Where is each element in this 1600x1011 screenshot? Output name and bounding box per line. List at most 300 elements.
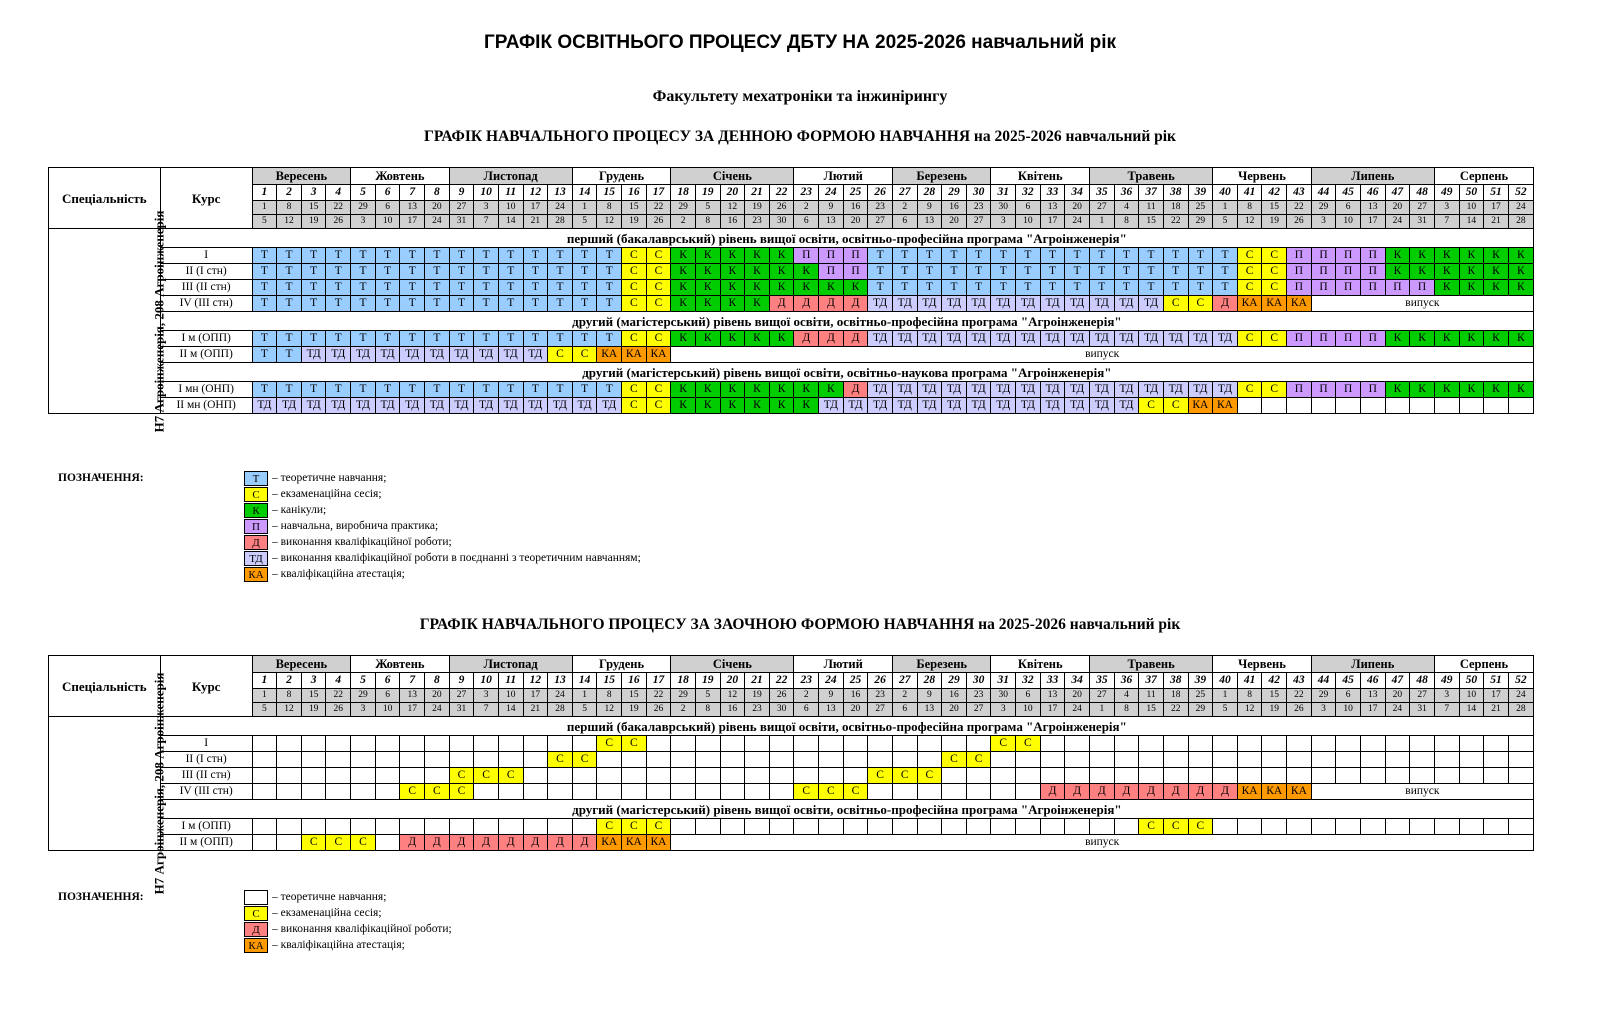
schedule-cell: ТД [1139,296,1164,312]
week-start-date: 1 [252,201,277,215]
week-end-date: 20 [942,215,967,229]
week-start-date: 10 [1459,689,1484,703]
schedule-cell: Т [572,248,597,264]
legend-swatch [244,890,268,905]
schedule-cell: С [646,296,671,312]
schedule-cell [622,768,647,784]
schedule-cell [252,784,277,800]
schedule-cell [819,819,844,835]
schedule-cell [301,752,326,768]
schedule-cell: С [351,835,376,851]
schedule-cell [1163,736,1188,752]
schedule-cell: Д [548,835,573,851]
schedule-cell: Т [523,382,548,398]
schedule-cell: КА [1262,296,1287,312]
week-start-date: 2 [892,689,917,703]
week-start-date: 25 [1188,689,1213,703]
schedule-cell: КА [646,835,671,851]
schedule-cell: Т [400,382,425,398]
week-end-date: 19 [1262,703,1287,717]
week-start-date: 6 [1336,201,1361,215]
course-label: І мн (ОНП) [160,382,252,398]
week-start-date: 22 [646,689,671,703]
week-end-date: 6 [794,703,819,717]
week-start-date: 17 [523,201,548,215]
schedule-cell: С [917,768,942,784]
schedule-cell [966,819,991,835]
schedule-cell: К [819,280,844,296]
week-number: 19 [695,673,720,689]
week-number: 14 [572,673,597,689]
schedule-cell: К [1484,248,1509,264]
schedule-cell [1065,768,1090,784]
week-end-date: 20 [843,703,868,717]
schedule-cell: К [745,382,770,398]
schedule-cell: Т [375,382,400,398]
week-number: 17 [646,185,671,201]
schedule-cell [1459,768,1484,784]
schedule-cell: Т [548,382,573,398]
week-number: 13 [548,185,573,201]
legend-swatch: КА [244,938,268,953]
schedule-cell: ТД [942,382,967,398]
course-label: ІІІ (ІІ стн) [160,280,252,296]
week-end-date: 3 [1311,703,1336,717]
week-end-date: 7 [474,703,499,717]
schedule-cell: ТД [375,347,400,363]
schedule-cell: ТД [1016,296,1041,312]
schedule-cell: К [1484,331,1509,347]
schedule-cell: К [1508,331,1533,347]
schedule-cell: Т [326,296,351,312]
schedule-cell: К [794,280,819,296]
week-number: 5 [351,185,376,201]
schedule-cell: Т [351,296,376,312]
schedule-cell: ТД [942,331,967,347]
week-end-date: 15 [1139,703,1164,717]
schedule-cell: С [1188,819,1213,835]
schedule-cell: ТД [498,347,523,363]
specialty-header: Спеціальність [49,656,161,717]
week-start-date: 8 [597,201,622,215]
schedule-cell: К [720,280,745,296]
schedule-cell: Т [474,382,499,398]
specialty-header: Спеціальність [49,168,161,229]
schedule-cell: КА [1237,784,1262,800]
week-start-date: 20 [1385,201,1410,215]
schedule-cell: К [1434,264,1459,280]
schedule-cell [1065,736,1090,752]
schedule-cell [671,768,696,784]
schedule-cell: Т [301,382,326,398]
week-number: 49 [1434,673,1459,689]
week-end-date: 27 [868,215,893,229]
schedule-cell [966,784,991,800]
schedule-cell: ТД [1065,398,1090,414]
schedule-cell: Т [1163,248,1188,264]
schedule-cell: Д [572,835,597,851]
schedule-cell: Т [1163,280,1188,296]
schedule-cell: ТД [498,398,523,414]
schedule-cell [1090,768,1115,784]
schedule-cell: Т [572,331,597,347]
week-end-date: 24 [1385,703,1410,717]
schedule-cell: Т [449,331,474,347]
week-end-date: 14 [498,215,523,229]
week-end-date: 28 [548,703,573,717]
schedule-cell [1213,752,1238,768]
schedule-cell [1262,736,1287,752]
schedule-cell: Т [400,280,425,296]
schedule-cell [917,819,942,835]
schedule-cell: С [622,296,647,312]
schedule-cell [720,736,745,752]
week-number: 47 [1385,185,1410,201]
schedule-cell: Д [1040,784,1065,800]
schedule-cell: Т [252,248,277,264]
schedule-cell: Т [301,264,326,280]
schedule-cell [1410,768,1435,784]
legend2-label: ПОЗНАЧЕННЯ: [58,891,144,903]
schedule-cell [474,819,499,835]
schedule-cell: К [1385,382,1410,398]
schedule-cell [794,736,819,752]
schedule-cell: Т [1065,280,1090,296]
week-start-date: 16 [942,689,967,703]
schedule-cell: С [991,736,1016,752]
schedule-cell [277,835,302,851]
legend-item [244,486,641,502]
schedule-cell [375,768,400,784]
schedule-cell: К [1459,280,1484,296]
schedule-cell: Т [498,248,523,264]
schedule-cell: Т [252,331,277,347]
week-end-date: 21 [1484,703,1509,717]
schedule-cell: Т [301,331,326,347]
schedule-cell: Т [572,280,597,296]
schedule-cell: Т [425,382,450,398]
schedule-cell: Д [449,835,474,851]
schedule-cell: Д [1163,784,1188,800]
schedule-cell: Д [1090,784,1115,800]
week-end-date: 17 [400,703,425,717]
week-end-date: 26 [326,215,351,229]
schedule-cell [375,736,400,752]
schedule-cell: С [1262,382,1287,398]
schedule-cell [277,736,302,752]
schedule-cell: ТД [1163,331,1188,347]
schedule-cell [572,736,597,752]
legend-item [244,889,452,905]
schedule-cell [1040,752,1065,768]
schedule-cell [375,752,400,768]
schedule-cell: С [1016,736,1041,752]
month-header: Серпень [1434,168,1533,185]
schedule-cell: Т [326,280,351,296]
legend-item [244,937,452,953]
week-number: 11 [498,185,523,201]
week-start-date: 9 [917,689,942,703]
week-number: 29 [942,185,967,201]
week-end-date: 10 [1016,703,1041,717]
week-start-date: 13 [400,689,425,703]
week-number: 9 [449,673,474,689]
schedule-cell [400,819,425,835]
schedule-cell: ТД [1114,331,1139,347]
legend-description: – екзаменаційна сесія; [272,488,382,500]
schedule-cell: К [671,331,696,347]
week-start-date: 13 [1040,689,1065,703]
daytime-heading: ГРАФІК НАВЧАЛЬНОГО ПРОЦЕСУ ЗА ДЕННОЮ ФОРМОЮ НАВЧАННЯ на 2025-2026 навчальний рік [423,128,1176,145]
schedule-cell [892,736,917,752]
schedule-cell [1287,398,1312,414]
month-header: Вересень [252,168,351,185]
week-start-date: 11 [1139,201,1164,215]
schedule-cell [425,819,450,835]
schedule-cell [498,736,523,752]
schedule-cell [326,819,351,835]
schedule-cell: Т [868,264,893,280]
week-start-date: 23 [966,689,991,703]
schedule-cell [769,736,794,752]
week-end-date: 5 [1213,215,1238,229]
schedule-cell [1360,752,1385,768]
schedule-cell [1139,736,1164,752]
week-end-date: 21 [523,703,548,717]
schedule-cell: П [1360,248,1385,264]
schedule-cell [1336,736,1361,752]
schedule-cell [942,819,967,835]
schedule-cell [1434,398,1459,414]
week-end-date: 17 [1040,215,1065,229]
schedule-cell: КА [1188,398,1213,414]
schedule-cell [326,736,351,752]
week-end-date: 3 [1311,215,1336,229]
month-header: Листопад [449,168,572,185]
schedule-cell: Т [917,264,942,280]
week-end-date: 8 [695,215,720,229]
schedule-cell [548,736,573,752]
week-end-date: 27 [966,703,991,717]
schedule-cell: К [794,382,819,398]
schedule-cell: К [1385,248,1410,264]
schedule-cell: ТД [474,398,499,414]
schedule-cell: ТД [966,382,991,398]
schedule-cell: К [671,280,696,296]
schedule-cell [1385,398,1410,414]
week-end-date: 14 [1459,215,1484,229]
week-number: 15 [597,673,622,689]
schedule-cell: ТД [523,347,548,363]
schedule-cell [1385,819,1410,835]
schedule-cell: Т [351,331,376,347]
week-end-date: 15 [1139,215,1164,229]
schedule-cell: Д [843,331,868,347]
schedule-cell: ТД [819,398,844,414]
schedule-cell: П [1287,331,1312,347]
schedule-cell [892,784,917,800]
schedule-cell [745,768,770,784]
schedule-cell: С [794,784,819,800]
schedule-cell [498,784,523,800]
schedule-cell: КА [622,835,647,851]
schedule-cell: Т [449,264,474,280]
schedule-cell: Т [892,264,917,280]
schedule-cell [1114,752,1139,768]
week-start-date: 16 [942,201,967,215]
schedule-cell: К [1434,382,1459,398]
legend1 [244,470,641,582]
schedule-cell: К [671,382,696,398]
schedule-cell: Т [523,331,548,347]
schedule-cell: К [1484,264,1509,280]
week-start-date: 20 [1385,689,1410,703]
week-end-date: 24 [1065,703,1090,717]
week-number: 1 [252,185,277,201]
schedule-cell: ТД [548,398,573,414]
schedule-cell [523,768,548,784]
week-number: 3 [301,185,326,201]
schedule-cell: Т [301,248,326,264]
schedule-cell: С [646,331,671,347]
schedule-cell [326,784,351,800]
week-end-date: 28 [548,215,573,229]
week-start-date: 26 [769,689,794,703]
week-number: 48 [1410,185,1435,201]
schedule-cell [1040,768,1065,784]
schedule-cell: ТД [1090,296,1115,312]
schedule-cell: С [1262,331,1287,347]
schedule-cell [1484,819,1509,835]
schedule-cell: Т [1016,264,1041,280]
schedule-cell [1311,752,1336,768]
schedule-cell [794,768,819,784]
schedule-cell: П [1311,264,1336,280]
schedule-cell [868,752,893,768]
week-start-date: 6 [375,689,400,703]
schedule-cell: К [1434,280,1459,296]
schedule-cell: Т [498,296,523,312]
week-end-date: 3 [351,703,376,717]
schedule-cell: Т [375,296,400,312]
week-start-date: 29 [1311,201,1336,215]
schedule-cell: ТД [917,382,942,398]
week-end-date: 3 [991,215,1016,229]
schedule-cell [1508,736,1533,752]
schedule-cell: С [1262,280,1287,296]
schedule-cell: Т [1213,264,1238,280]
week-end-date: 10 [1336,703,1361,717]
schedule-cell: ТД [400,398,425,414]
course-label: ІІ м (ОПП) [160,835,252,851]
schedule-cell: С [942,752,967,768]
week-number: 46 [1360,673,1385,689]
week-end-date: 12 [1237,703,1262,717]
legend1-label: ПОЗНАЧЕННЯ: [58,472,144,484]
schedule-cell: С [597,819,622,835]
schedule-cell [1262,819,1287,835]
schedule-cell [966,736,991,752]
schedule-cell [351,736,376,752]
schedule-cell: С [474,768,499,784]
legend-description: – навчальна, виробнича практика; [272,520,439,532]
schedule-cell [1459,752,1484,768]
week-start-date: 27 [1090,201,1115,215]
schedule-cell [597,784,622,800]
schedule-cell: ТД [1090,331,1115,347]
schedule-cell [1016,784,1041,800]
schedule-cell: Т [400,296,425,312]
schedule-cell [1434,819,1459,835]
schedule-cell: Т [942,248,967,264]
week-start-date: 3 [1434,689,1459,703]
week-number: 20 [720,185,745,201]
schedule-cell: П [843,264,868,280]
schedule-cell: Т [1090,248,1115,264]
schedule-cell: ТД [301,347,326,363]
schedule-cell: С [400,784,425,800]
schedule-cell: С [622,398,647,414]
schedule-cell: Т [1139,280,1164,296]
week-start-date: 1 [572,689,597,703]
week-end-date: 27 [868,703,893,717]
schedule-cell [1065,752,1090,768]
graduation-cell: випуск [1311,784,1533,800]
schedule-cell: Т [326,248,351,264]
schedule-cell: С [646,382,671,398]
schedule-cell: С [498,768,523,784]
schedule-cell [1434,768,1459,784]
schedule-cell [1385,736,1410,752]
schedule-cell: К [843,280,868,296]
schedule-cell: Т [425,331,450,347]
legend-description: – виконання кваліфікаційної роботи; [272,536,452,548]
schedule-cell: П [1336,331,1361,347]
week-end-date: 7 [1434,215,1459,229]
schedule-cell: ТД [966,296,991,312]
week-start-date: 5 [695,689,720,703]
schedule-cell [252,752,277,768]
week-end-date: 24 [425,215,450,229]
schedule-cell: ТД [1016,398,1041,414]
week-number: 21 [745,673,770,689]
week-start-date: 26 [769,201,794,215]
schedule-cell: Д [1213,784,1238,800]
week-end-date: 17 [400,215,425,229]
week-start-date: 27 [449,201,474,215]
page-title: ГРАФІК ОСВІТНЬОГО ПРОЦЕСУ ДБТУ НА 2025-2026 навчальний рік [483,32,1117,53]
week-number: 17 [646,673,671,689]
week-number: 15 [597,185,622,201]
week-end-date: 12 [277,703,302,717]
schedule-cell: П [1385,280,1410,296]
week-start-date: 27 [1410,201,1435,215]
schedule-cell [400,752,425,768]
schedule-cell: П [1287,280,1312,296]
schedule-cell: ТД [1065,382,1090,398]
week-number: 24 [819,673,844,689]
schedule-cell [1090,819,1115,835]
schedule-cell [1040,819,1065,835]
week-number: 18 [671,185,696,201]
week-number: 41 [1237,185,1262,201]
week-number: 44 [1311,673,1336,689]
schedule-cell [252,768,277,784]
schedule-cell [892,819,917,835]
schedule-cell [252,736,277,752]
week-start-date: 9 [917,201,942,215]
schedule-cell: Т [474,296,499,312]
